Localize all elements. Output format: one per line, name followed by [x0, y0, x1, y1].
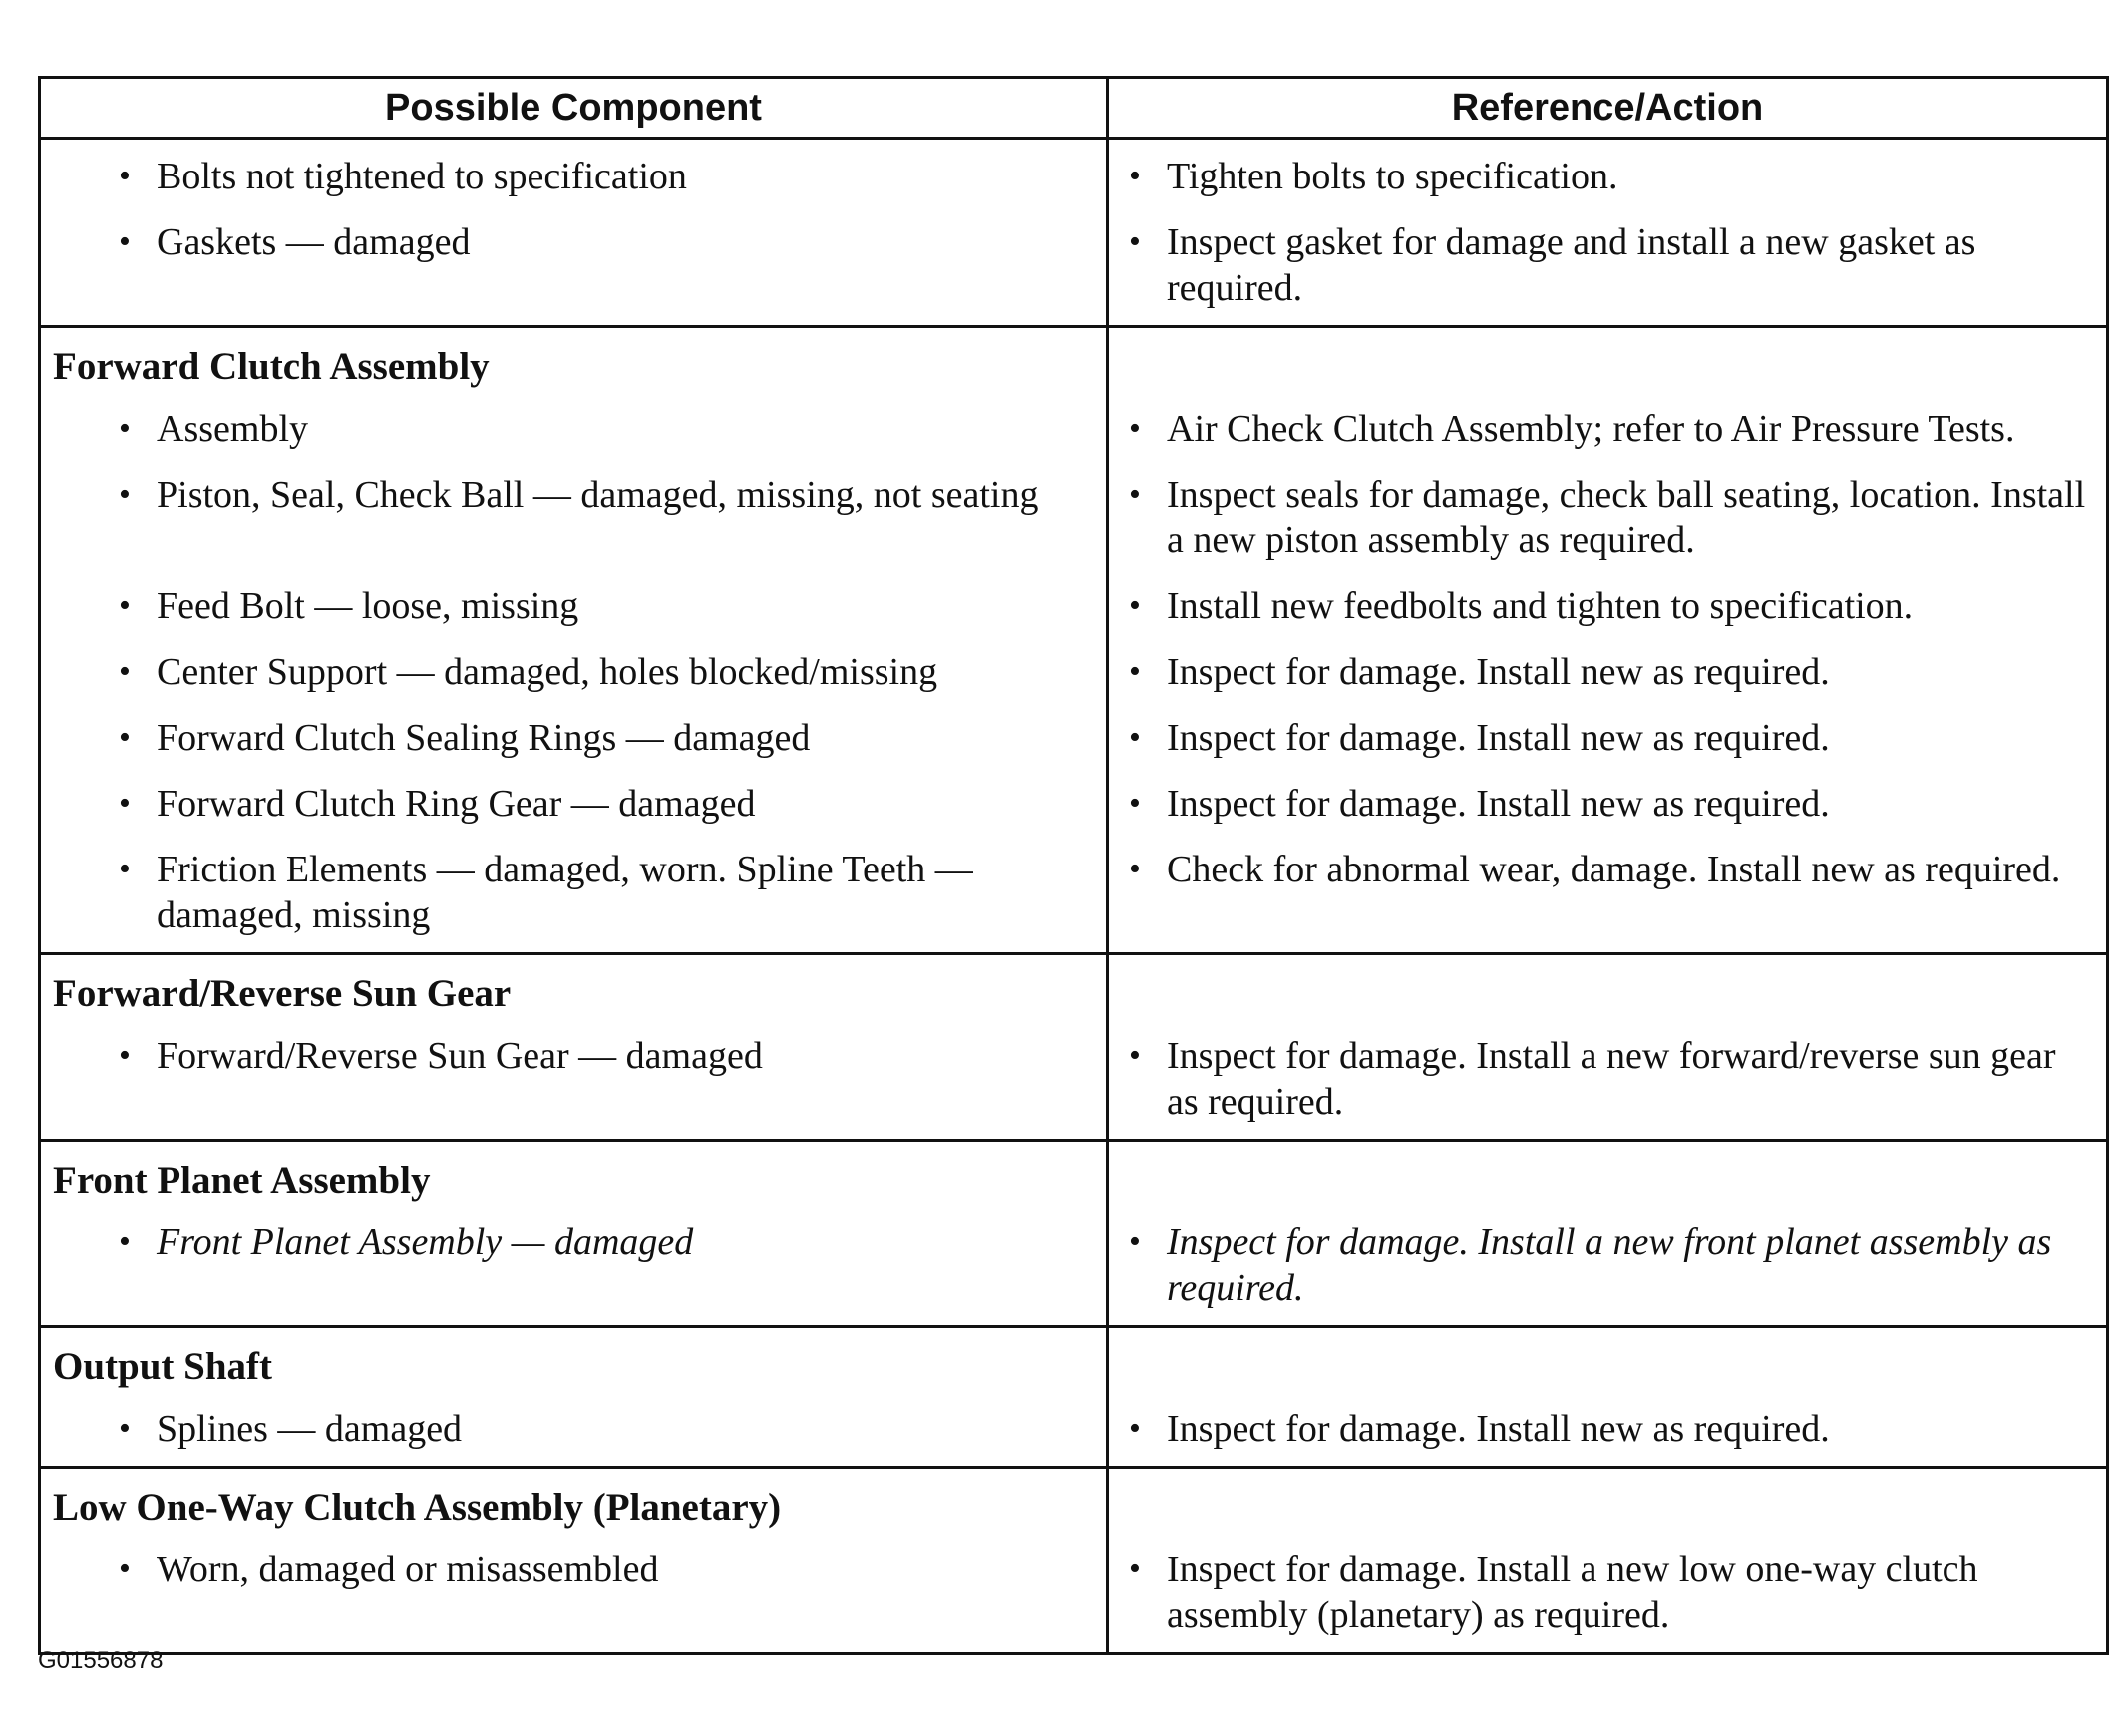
section-title-blank	[1108, 1327, 2108, 1397]
component-cell	[40, 771, 1108, 837]
table-row	[40, 1210, 2108, 1327]
bullet-icon: •	[1129, 785, 1141, 822]
bullet-icon: •	[119, 1223, 131, 1260]
action-text: Install new feedbolts and tighten to specification.	[1167, 585, 1914, 627]
figure-id: G01556878	[38, 1647, 164, 1674]
component-cell	[40, 1210, 1108, 1327]
component-cell	[40, 1537, 1108, 1654]
action-cell	[1108, 1396, 2108, 1468]
table-row	[40, 462, 2108, 573]
table-body	[40, 139, 2108, 1654]
header-possible-component: Possible Component	[40, 78, 1108, 139]
component-text: Forward/Reverse Sun Gear — damaged	[157, 1035, 763, 1077]
table-row	[40, 139, 2108, 210]
action-cell	[1108, 771, 2108, 837]
component-cell	[40, 1396, 1108, 1468]
bullet-icon: •	[119, 719, 131, 756]
table-row	[40, 771, 2108, 837]
section-heading-row	[40, 1141, 2108, 1211]
section-title: Forward/Reverse Sun Gear	[40, 954, 1108, 1024]
bullet-icon: •	[119, 1410, 131, 1447]
action-cell	[1108, 462, 2108, 573]
component-text: Worn, damaged or misassembled	[157, 1549, 659, 1590]
component-cell	[40, 837, 1108, 954]
action-text: Tighten bolts to specification.	[1167, 156, 1618, 197]
bullet-icon: •	[1129, 1551, 1141, 1587]
action-cell	[1108, 1023, 2108, 1141]
bullet-icon: •	[119, 1551, 131, 1587]
bullet-icon: •	[1129, 476, 1141, 513]
component-text: Assembly	[157, 408, 308, 450]
bullet-icon: •	[1129, 1223, 1141, 1260]
component-text: Center Support — damaged, holes blocked/missing	[157, 651, 938, 693]
action-text: Air Check Clutch Assembly; refer to Air Pressure Tests.	[1167, 408, 2015, 450]
section-title: Forward Clutch Assembly	[40, 327, 1108, 397]
diagnosis-table-container	[38, 76, 2106, 1636]
bullet-icon: •	[1129, 1037, 1141, 1074]
table-row	[40, 1396, 2108, 1468]
section-heading-row	[40, 1468, 2108, 1538]
table-row	[40, 837, 2108, 954]
section-title-blank	[1108, 1468, 2108, 1538]
table-row	[40, 639, 2108, 705]
section-heading-row	[40, 954, 2108, 1024]
section-heading-row	[40, 1327, 2108, 1397]
action-text: Inspect gasket for damage and install a new gasket as required.	[1167, 221, 1976, 309]
action-text: Inspect for damage. Install a new front planet assembly as required.	[1167, 1221, 2052, 1309]
table-row	[40, 1537, 2108, 1654]
action-cell	[1108, 573, 2108, 639]
action-text: Inspect for damage. Install a new low one-way clutch assembly (planetary) as required.	[1167, 1549, 1978, 1636]
component-text: Feed Bolt — loose, missing	[157, 585, 579, 627]
section-title: Low One-Way Clutch Assembly (Planetary)	[40, 1468, 1108, 1538]
table-row	[40, 1023, 2108, 1141]
table-row	[40, 396, 2108, 462]
bullet-icon: •	[1129, 410, 1141, 447]
bullet-icon: •	[1129, 1410, 1141, 1447]
action-cell	[1108, 396, 2108, 462]
section-heading-row	[40, 327, 2108, 397]
bullet-icon: •	[1129, 223, 1141, 260]
component-cell	[40, 639, 1108, 705]
action-text: Inspect for damage. Install new as required.	[1167, 717, 1830, 759]
table-row	[40, 573, 2108, 639]
bullet-icon: •	[1129, 851, 1141, 887]
component-cell	[40, 705, 1108, 771]
component-text: Forward Clutch Sealing Rings — damaged	[157, 717, 811, 759]
action-cell	[1108, 139, 2108, 210]
component-text: Friction Elements — damaged, worn. Spline Teeth — damaged, missing	[157, 849, 973, 936]
action-text: Inspect for damage. Install new as required.	[1167, 651, 1830, 693]
action-cell	[1108, 1537, 2108, 1654]
section-title: Output Shaft	[40, 1327, 1108, 1397]
action-cell	[1108, 1210, 2108, 1327]
bullet-icon: •	[119, 587, 131, 624]
component-text: Bolts not tightened to specification	[157, 156, 687, 197]
action-cell	[1108, 639, 2108, 705]
bullet-icon: •	[119, 476, 131, 513]
bullet-icon: •	[1129, 587, 1141, 624]
bullet-icon: •	[1129, 719, 1141, 756]
section-title-blank	[1108, 327, 2108, 397]
diagnosis-table	[38, 76, 2109, 1655]
bullet-icon: •	[1129, 653, 1141, 690]
action-cell	[1108, 705, 2108, 771]
section-title-blank	[1108, 954, 2108, 1024]
table-header-row	[40, 78, 2108, 139]
action-text: Inspect for damage. Install a new forward/reverse sun gear as required.	[1167, 1035, 2056, 1123]
component-cell	[40, 462, 1108, 573]
action-text: Check for abnormal wear, damage. Install new as required.	[1167, 849, 2061, 890]
header-reference-action: Reference/Action	[1108, 78, 2108, 139]
component-cell	[40, 139, 1108, 210]
component-text: Splines — damaged	[157, 1408, 463, 1450]
table-row	[40, 209, 2108, 327]
bullet-icon: •	[119, 851, 131, 887]
component-cell	[40, 573, 1108, 639]
action-text: Inspect seals for damage, check ball seating, location. Install a new piston assembly as required.	[1167, 474, 2086, 561]
bullet-icon: •	[119, 158, 131, 194]
bullet-icon: •	[119, 223, 131, 260]
section-title: Front Planet Assembly	[40, 1141, 1108, 1211]
bullet-icon: •	[119, 785, 131, 822]
action-cell	[1108, 837, 2108, 954]
component-cell	[40, 209, 1108, 327]
component-text: Gaskets — damaged	[157, 221, 471, 263]
action-text: Inspect for damage. Install new as required.	[1167, 1408, 1830, 1450]
component-cell	[40, 396, 1108, 462]
component-text: Piston, Seal, Check Ball — damaged, missing, not seating	[157, 474, 1039, 516]
bullet-icon: •	[119, 1037, 131, 1074]
action-text: Inspect for damage. Install new as required.	[1167, 783, 1830, 825]
component-text: Forward Clutch Ring Gear — damaged	[157, 783, 756, 825]
component-text: Front Planet Assembly — damaged	[157, 1221, 694, 1263]
bullet-icon: •	[1129, 158, 1141, 194]
component-cell	[40, 1023, 1108, 1141]
section-title-blank	[1108, 1141, 2108, 1211]
bullet-icon: •	[119, 653, 131, 690]
bullet-icon: •	[119, 410, 131, 447]
action-cell	[1108, 209, 2108, 327]
table-row	[40, 705, 2108, 771]
